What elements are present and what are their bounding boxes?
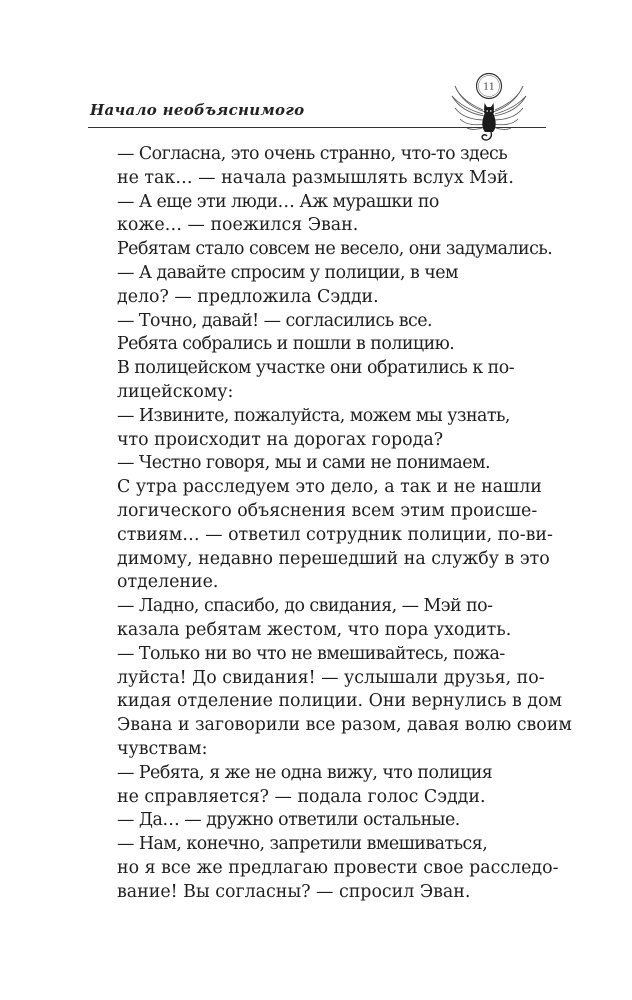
text-line: — Ребята, я же не одна вижу, что полиция (117, 762, 493, 783)
chapter-title: Начало необъяснимого (90, 101, 305, 119)
paragraph (90, 357, 545, 405)
text-line: Ребята собрались и пошли в полицию. (117, 334, 455, 355)
text-line: Эвана и заговорили все разом, давая волю своим (117, 715, 572, 736)
body-text (90, 143, 572, 905)
text-line: вание! Вы согласны? — спросил Эван. (117, 881, 471, 902)
text-line: — Извините, пожалуйста, можем мы узнать, (117, 405, 510, 426)
paragraph (90, 452, 553, 595)
text-line: логического объяснения всем этим происше- (117, 500, 538, 521)
text-line: — Только ни во что не вмешивайтесь, пожа- (117, 643, 505, 664)
paragraph (90, 643, 572, 762)
text-line: казала ребятам жестом, что пора уходить. (117, 619, 512, 640)
text-line: коже… — поежился Эван. (117, 215, 359, 236)
paragraph (90, 191, 545, 239)
paragraph (90, 310, 545, 334)
text-line: отделение. (117, 572, 219, 593)
text-line: Ребятам стало совсем не весело, они задумались. (117, 239, 553, 260)
text-line: — Честно говоря, мы и сами не понимаем. (117, 453, 490, 474)
paragraph (90, 405, 545, 453)
page-number: 11 (483, 82, 495, 93)
text-line: не справляется? — подала голос Сэдди. (117, 786, 486, 807)
text-line: — Да… — дружно ответили остальные. (117, 810, 460, 831)
text-line: лицейскому: (117, 381, 234, 402)
paragraph (90, 238, 553, 262)
text-line: чувствам: (117, 738, 208, 759)
text-line: ствиям… — ответил сотрудник полиции, по-ви- (117, 524, 553, 545)
paragraph (90, 762, 545, 810)
text-line: В полицейском участке они обратились к по- (117, 358, 515, 379)
text-line: но я все же предлагаю провести свое расследо- (117, 857, 559, 878)
text-line: луйста! До свидания! — услышали друзья, по- (117, 667, 545, 688)
text-line: С утра расследуем это дело, а так и не нашли (117, 477, 542, 498)
text-line: димому, недавно перешедший на службу в это (117, 548, 550, 569)
paragraph (90, 333, 545, 357)
paragraph (90, 595, 545, 643)
text-line: не так… — начала размышлять вслух Мэй. (117, 167, 514, 188)
text-line: — Ладно, спасибо, до свидания, — Мэй по- (117, 596, 493, 617)
paragraph (90, 809, 545, 833)
text-line: — Нам, конечно, запретили вмешиваться, (117, 834, 488, 855)
paragraph (90, 262, 545, 310)
cat-ornament-icon (447, 66, 531, 148)
text-line: — Согласна, это очень странно, что-то здесь (117, 144, 508, 164)
text-line: кидая отделение полиции. Они вернулись в дом (117, 691, 562, 712)
text-line: — А давайте спросим у полиции, в чем (117, 262, 458, 283)
text-line: что происходит на дорогах города? (117, 429, 444, 450)
paragraph (90, 833, 559, 904)
text-line: — А еще эти люди… Аж мурашки по (117, 191, 439, 212)
text-line: дело? — предложила Сэдди. (117, 286, 379, 307)
paragraph (90, 143, 545, 191)
text-line: — Точно, давай! — согласились все. (117, 310, 432, 331)
